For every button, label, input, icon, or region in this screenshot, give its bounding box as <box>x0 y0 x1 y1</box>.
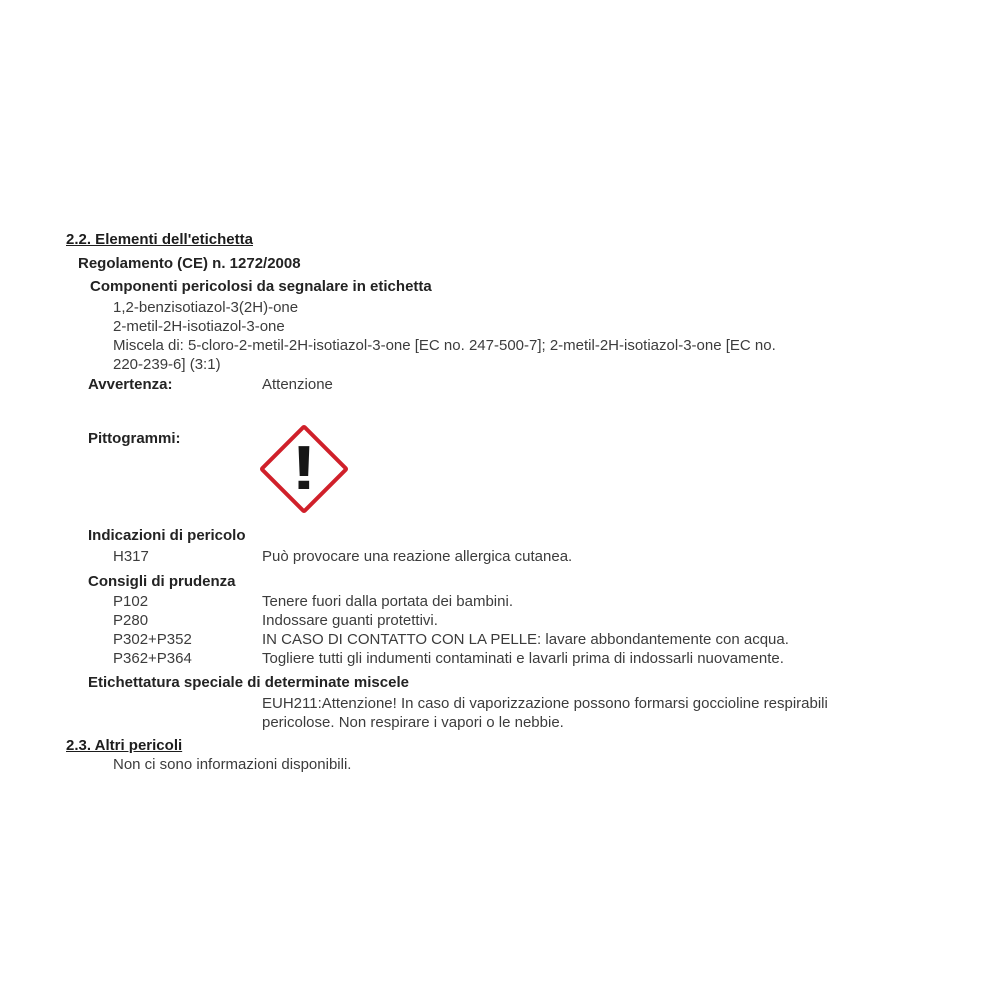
signal-word-label: Avvertenza: <box>88 376 173 393</box>
special-labelling-text: EUH211:Attenzione! In caso di vaporizzazione possono formarsi goccioline respirabili pericolose. Non respirare i vapori o le nebbie. <box>262 695 828 731</box>
signal-word-value: Attenzione <box>262 376 333 393</box>
precautionary-code: P362+P364 <box>113 650 192 667</box>
component-item: 2-metil-2H-isotiazol-3-one <box>113 318 285 335</box>
section-2-3-heading: 2.3. Altri pericoli <box>66 737 183 754</box>
section-2-3-text: Non ci sono informazioni disponibili. <box>113 756 352 773</box>
exclamation-mark-glyph: ! <box>291 434 317 503</box>
precautionary-code: P280 <box>113 612 149 629</box>
special-labelling-heading: Etichettatura speciale di determinate miscele <box>88 674 409 691</box>
precautionary-text: IN CASO DI CONTATTO CON LA PELLE: lavare abbondantemente con acqua. <box>262 631 789 648</box>
hazard-text: Può provocare una reazione allergica cutanea. <box>262 548 573 565</box>
precautionary-code: P302+P352 <box>113 631 192 648</box>
precautionary-text: Indossare guanti protettivi. <box>262 612 438 629</box>
component-item: Miscela di: 5-cloro-2-metil-2H-isotiazol-3-one [EC no. 247-500-7]; 2-metil-2H-isotiazol-3-one [EC no. 220-239-6] (3:1) <box>113 337 776 373</box>
precautionary-statements-heading: Consigli di prudenza <box>88 573 236 590</box>
precautionary-text: Tenere fuori dalla portata dei bambini. <box>262 593 513 610</box>
precautionary-text: Togliere tutti gli indumenti contaminati e lavarli prima di indossarli nuovamente. <box>262 650 784 667</box>
component-item: 1,2-benzisotiazol-3(2H)-one <box>113 299 299 316</box>
hazard-code: H317 <box>113 548 149 565</box>
pictograms-label: Pittogrammi: <box>88 430 181 447</box>
hazardous-components-heading: Componenti pericolosi da segnalare in etichetta <box>90 278 432 295</box>
section-2-2-heading: 2.2. Elementi dell'etichetta <box>66 231 253 248</box>
precautionary-code: P102 <box>113 593 149 610</box>
hazard-statements-heading: Indicazioni di pericolo <box>88 527 246 544</box>
regulation-heading: Regolamento (CE) n. 1272/2008 <box>78 255 301 272</box>
